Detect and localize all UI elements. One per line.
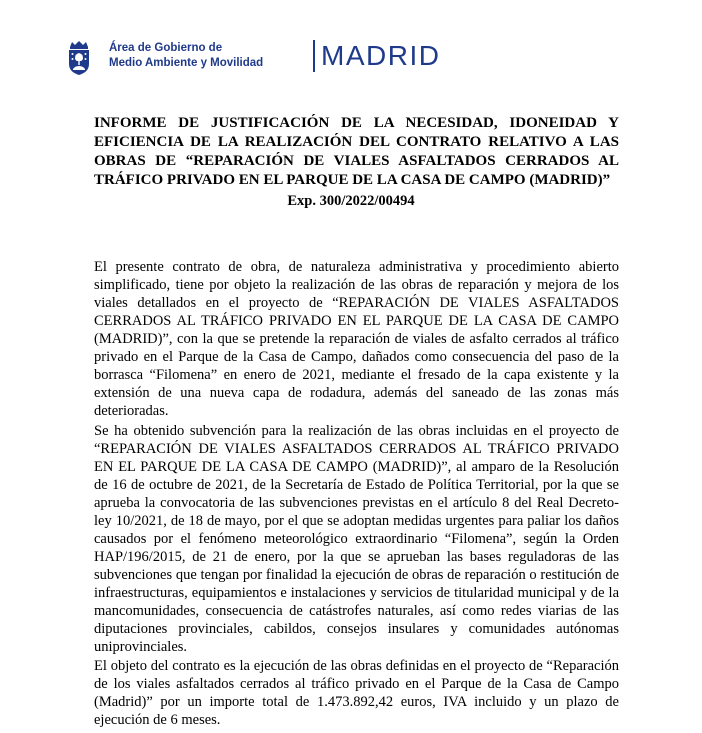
department-line-1: Área de Gobierno de bbox=[109, 42, 223, 54]
madrid-coat-of-arms-icon bbox=[66, 40, 92, 76]
header-divider bbox=[313, 40, 315, 72]
expediente-number: Exp. 300/2022/00494 bbox=[287, 193, 415, 209]
madrid-brand-logo: MADRID bbox=[321, 40, 441, 71]
body-paragraph-2: Se ha obtenido subvención para la realización de las obras incluidas en el proyecto de “REPARACIÓN DE VIALES ASFALTADOS CERRADOS AL TRÁFICO PRIVADO EN EL PARQUE DE LA CASA DE CAMPO (MADRID)”, al amparo de la Resolución de 16 de octubre de 2021, de la Secretaría de Estado de Política Territorial, por la que se aprueba la convocatoria de las subvenciones previstas en el artículo 8 del Real Decreto-ley 10/2021, de 18 de mayo, por el que se adoptan medidas urgentes para paliar los daños causados por el fenómeno meteorológico extraordinario “Filomena”, según la Orden HAP/196/2015, de 21 de enero, por la que se aprueban las bases reguladoras de las subvenciones que tengan por finalidad la ejecución de obras de reparación o restitución de infraestructuras, equipamientos e instalaciones y servicios de titularidad municipal y de la mancomunidades, consecuencia de catástrofes naturales, así como redes viarias de las diputaciones provinciales, cabildos, consejos insulares y comunidades autónomas uniprovinciales. bbox=[94, 423, 619, 655]
department-line-2: Medio Ambiente y Movilidad bbox=[109, 57, 264, 69]
body-paragraph-1: El presente contrato de obra, de naturaleza administrativa y procedimiento abierto simplificado, tiene por objeto la realización de las obras de reparación y mejora de los viales detallados en el proyecto de “REPARACIÓN DE VIALES ASFALTADOS CERRADOS AL TRÁFICO PRIVADO EN EL PARQUE DE LA CASA DE CAMPO (MADRID)”, con la que se pretende la reparación de viales de asfalto cerrados al tráfico privado en el Parque de la Casa de Campo, dañados como consecuencia del paso de la borrasca “Filomena” en enero de 2021, mediante el fresado de la capa existente y la extensión de una nueva capa de rodadura, además del saneado de las zonas más deterioradas. bbox=[94, 259, 619, 419]
department-name bbox=[109, 41, 263, 71]
document-title: INFORME DE JUSTIFICACIÓN DE LA NECESIDAD, IDONEIDAD Y EFICIENCIA DE LA REALIZACIÓN DEL CONTRATO RELATIVO A LAS OBRAS DE “REPARACIÓN DE VIALES ASFALTADOS CERRADOS AL TRÁFICO PRIVADO EN EL PARQUE DE LA CASA DE CAMPO (MADRID)” bbox=[94, 115, 619, 188]
body-paragraph-3: El objeto del contrato es la ejecución de las obras definidas en el proyecto de “Reparación de los viales asfaltados cerrados al tráfico privado en el Parque de la Casa de Campo (Madrid)” por un importe total de 1.473.892,42 euros, IVA incluido y un plazo de ejecución de 6 meses. bbox=[94, 658, 619, 728]
